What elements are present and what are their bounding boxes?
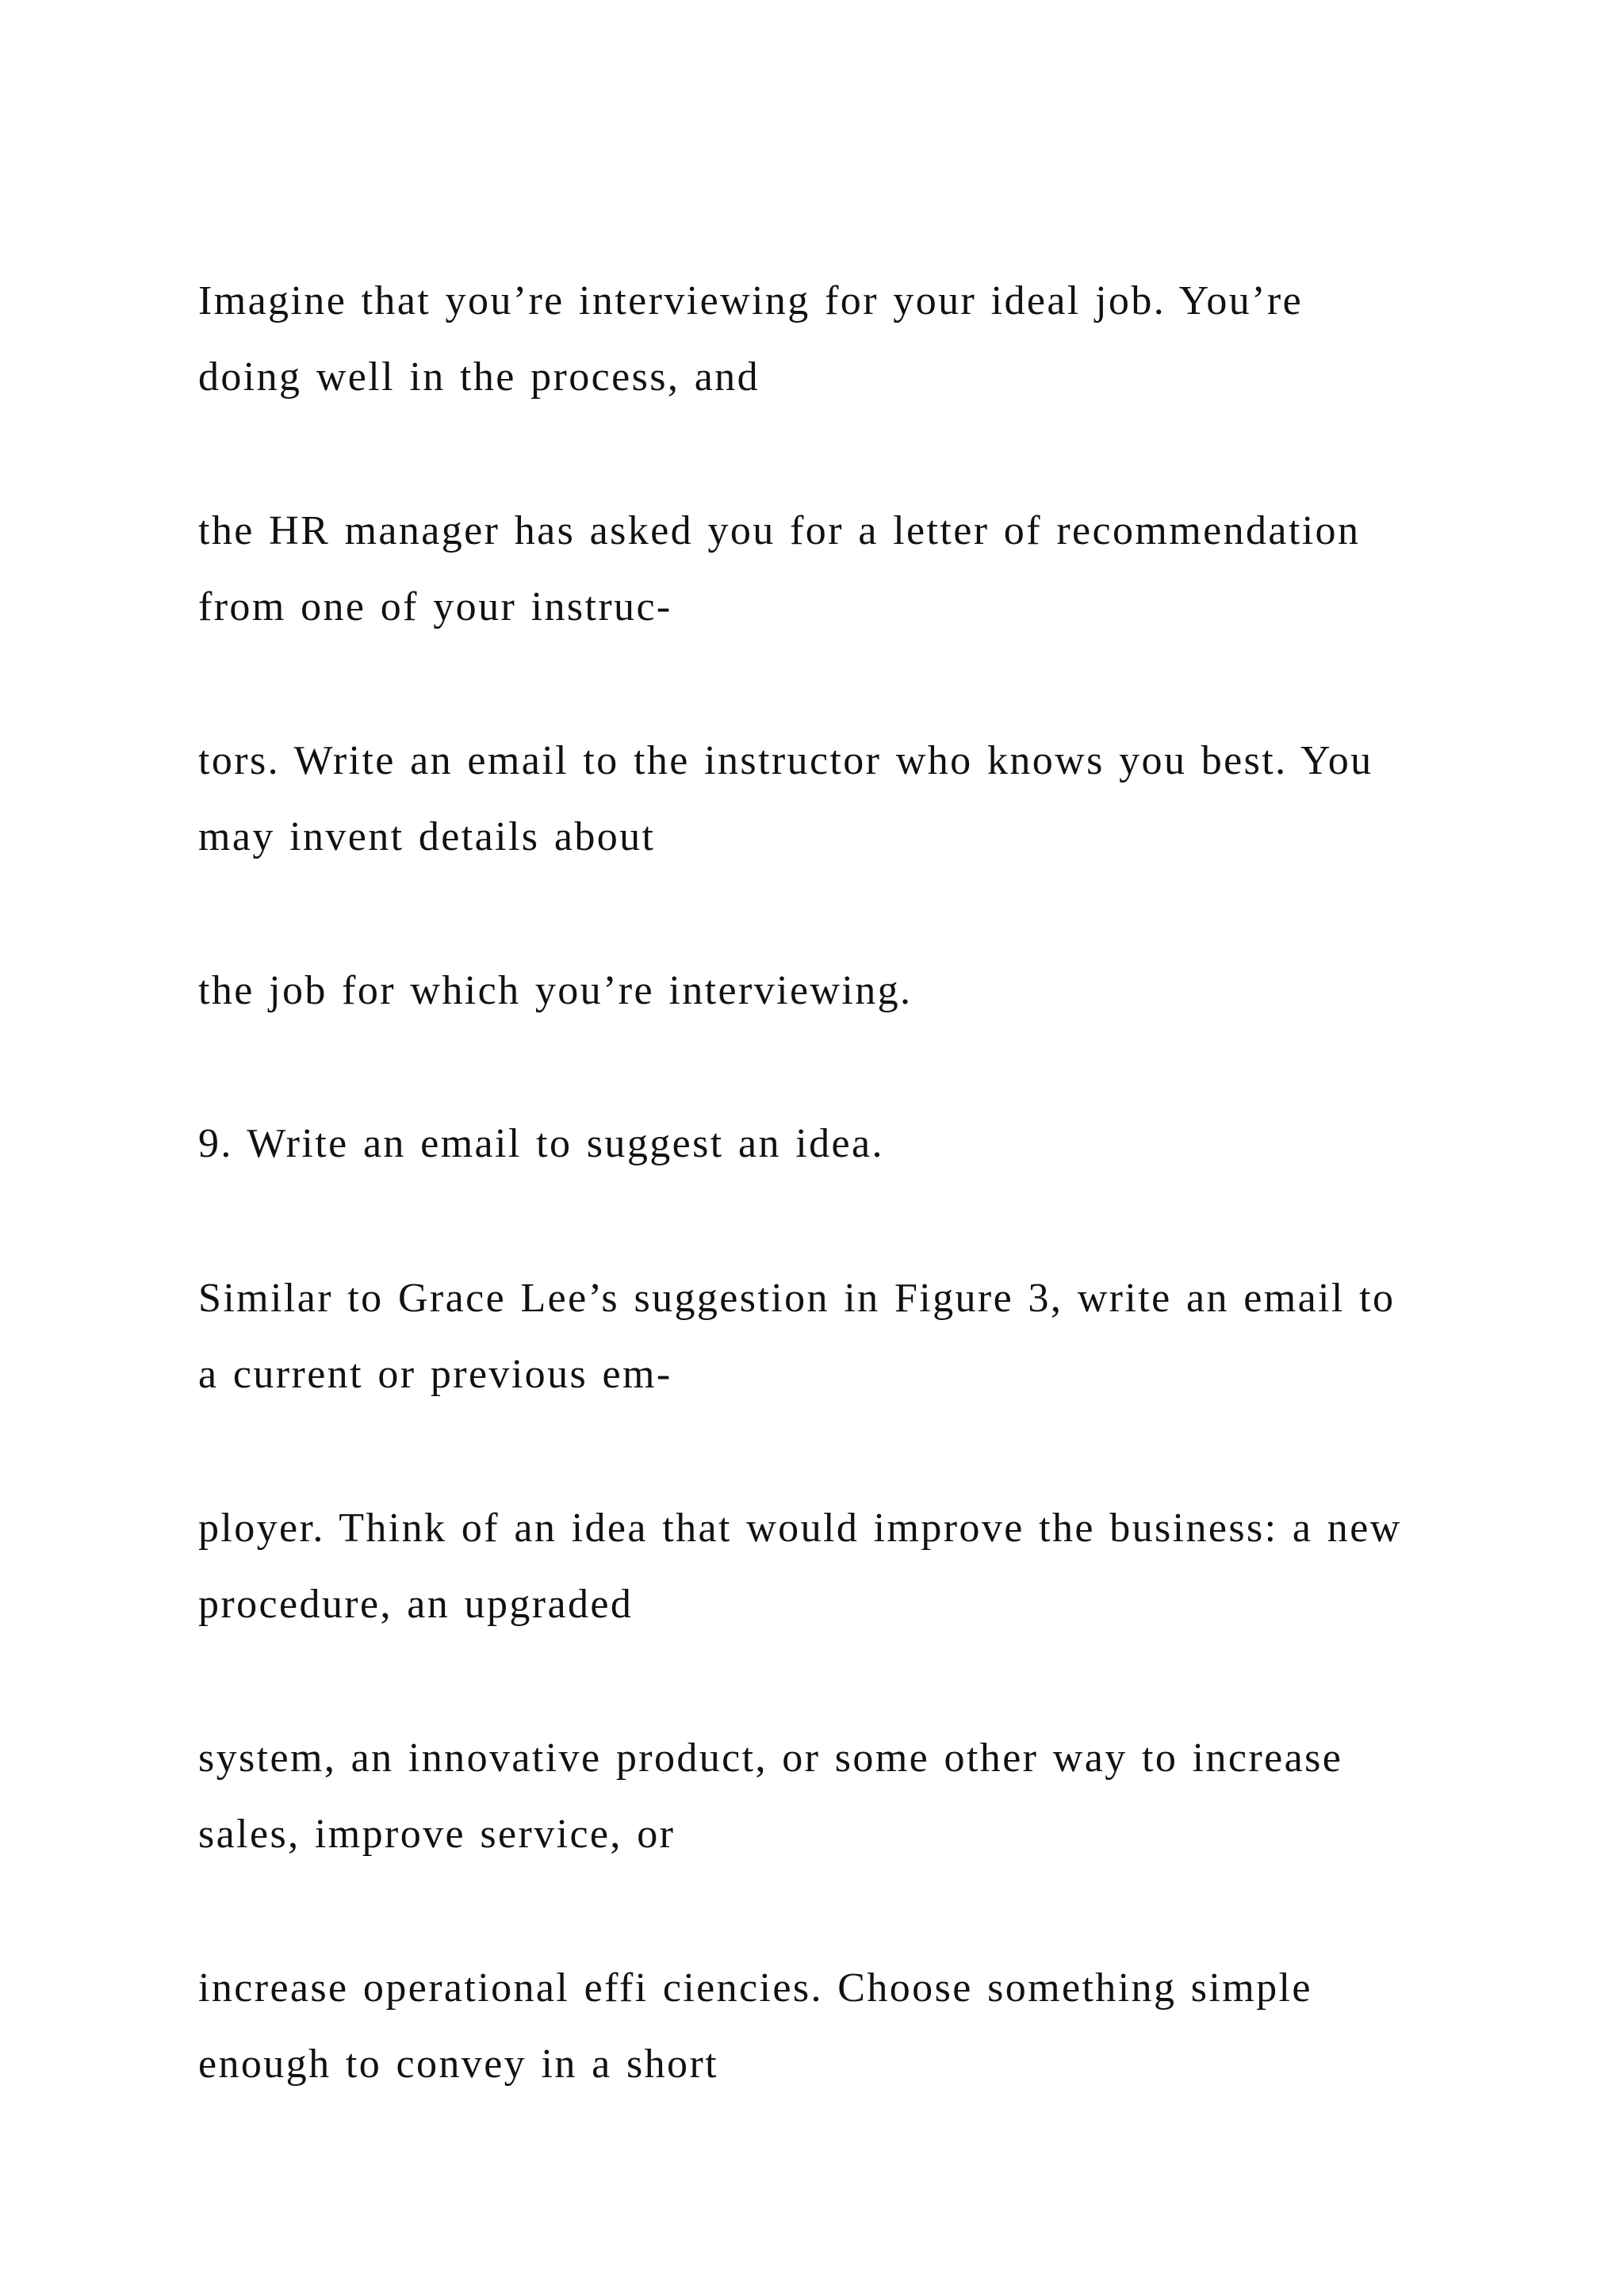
text-line: tors. Write an email to the instructor who knows you best. You <box>198 738 1373 783</box>
text-line: increase operational effi ciencies. Choose something simple <box>198 1965 1312 2011</box>
paragraph-1 <box>198 263 1515 415</box>
paragraph-4 <box>198 953 1515 1029</box>
text-line: procedure, an upgraded <box>198 1582 634 1627</box>
paragraph-7 <box>198 1490 1515 1643</box>
text-line: may invent details about <box>198 814 656 859</box>
paragraph-8 <box>198 1720 1515 1873</box>
paragraph-9 <box>198 1950 1515 2103</box>
text-line: 9. Write an email to suggest an idea. <box>198 1121 884 1166</box>
text-line: ployer. Think of an idea that would improve the business: a new <box>198 1506 1402 1551</box>
paragraph-2 <box>198 493 1515 645</box>
text-line: the HR manager has asked you for a letter of recommendation <box>198 508 1361 553</box>
paragraph-6 <box>198 1261 1515 1413</box>
text-line: doing well in the process, and <box>198 354 760 400</box>
text-line: sales, improve service, or <box>198 1812 676 1857</box>
text-line: Imagine that you’re interviewing for your ideal job. You’re <box>198 278 1304 323</box>
paragraph-5-heading <box>198 1106 1515 1182</box>
text-line: a current or previous em- <box>198 1352 672 1397</box>
text-line: enough to convey in a short <box>198 2042 719 2087</box>
text-line: Similar to Grace Lee’s suggestion in Figure 3, write an email to <box>198 1276 1396 1321</box>
text-line: the job for which you’re interviewing. <box>198 968 913 1013</box>
paragraph-3 <box>198 723 1515 875</box>
text-line: system, an innovative product, or some other way to increase <box>198 1735 1343 1781</box>
text-line: from one of your instruc- <box>198 584 672 629</box>
